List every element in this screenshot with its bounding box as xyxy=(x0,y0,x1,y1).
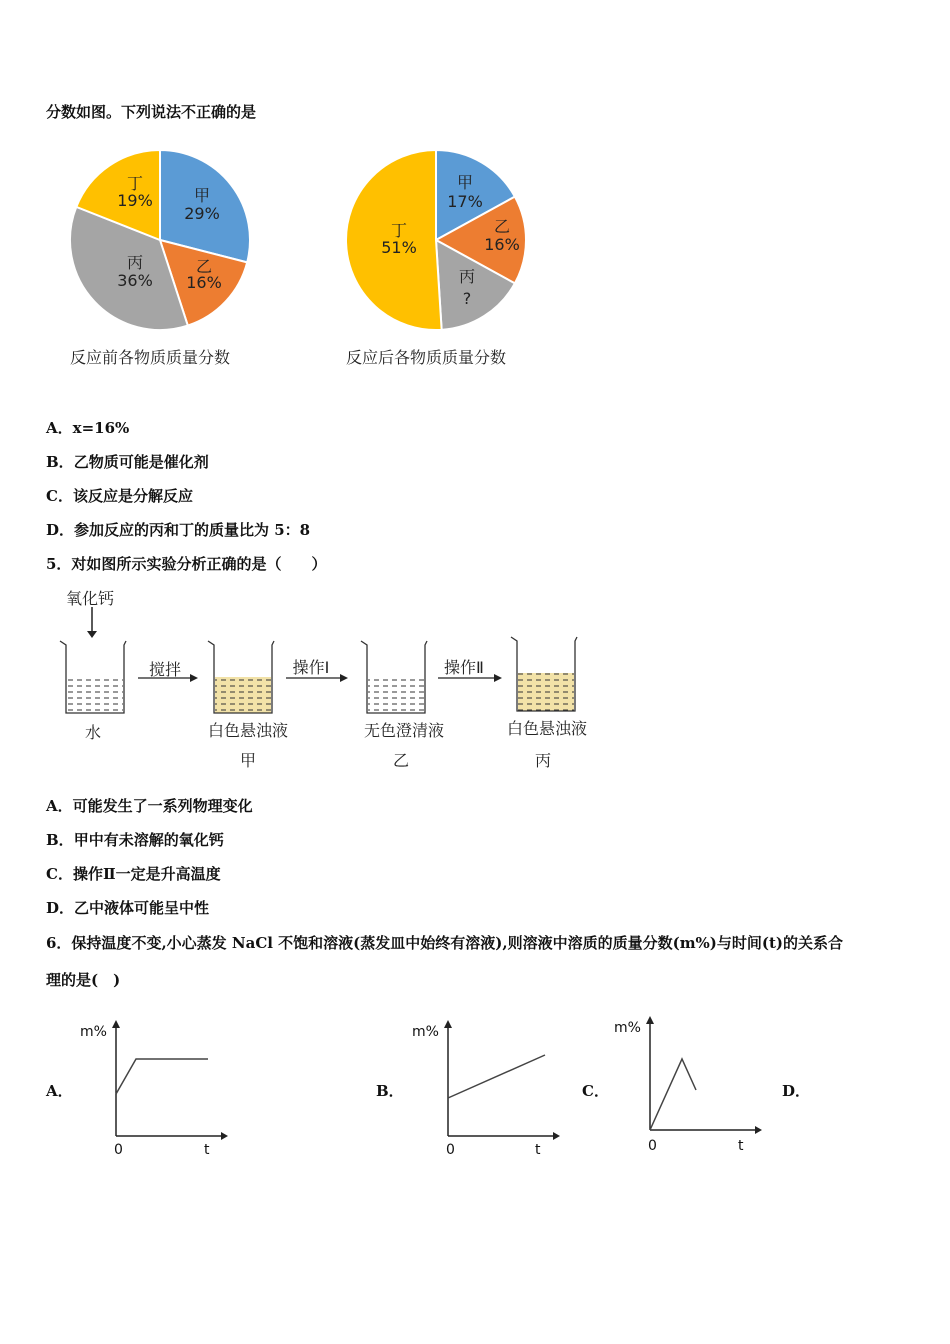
question-4-stem-tail: 分数如图。下列说法不正确的是 xyxy=(46,103,257,121)
beaker-label-jia: 白色悬浊液 xyxy=(207,721,288,740)
beaker-sub-jia: 甲 xyxy=(239,751,256,770)
option-text: 乙物质可能是催化剂 xyxy=(73,453,209,471)
pie1-label-jia-value: 29% xyxy=(184,204,220,223)
pie1-label-yi-value: 16% xyxy=(186,273,222,292)
pie2-label-ding-value: 51% xyxy=(381,238,417,257)
q6-option-c-label[interactable]: C． xyxy=(582,1082,609,1100)
pie1-label-jia-name: 甲 xyxy=(193,186,210,205)
reagent-label: 氧化钙 xyxy=(66,589,115,608)
q6-graph-b-ylabel: m% xyxy=(412,1024,439,1040)
pie2-label-bing-name: 丙 xyxy=(458,267,475,286)
q6-graph-c-ylabel: m% xyxy=(614,1020,641,1036)
beaker-label-yi: 无色澄清液 xyxy=(363,721,444,740)
pie2-caption: 反应后各物质质量分数 xyxy=(346,348,507,367)
q5-option-c[interactable] xyxy=(46,864,221,884)
q4-option-b[interactable] xyxy=(46,452,209,472)
option-letter: D． xyxy=(46,899,75,917)
q6-graph-a-origin: 0 xyxy=(114,1142,123,1158)
step-label-stir: 搅拌 xyxy=(148,660,181,679)
question-6-stem-line1: 6．保持温度不变,小心蒸发 NaCl 不饱和溶液(蒸发皿中始终有溶液),则溶液中溶质的质量分数(m%)与时间(t)的关系合 xyxy=(46,934,844,952)
q6-option-d-label[interactable]: D． xyxy=(782,1082,811,1100)
pie1-label-yi-name: 乙 xyxy=(195,257,212,276)
pie1-caption: 反应前各物质质量分数 xyxy=(70,348,231,367)
option-text: 甲中有未溶解的氧化钙 xyxy=(73,831,224,849)
pie2-label-yi-name: 乙 xyxy=(493,217,510,236)
q5-option-b[interactable] xyxy=(46,830,224,850)
beaker-sub-bing: 丙 xyxy=(534,751,551,770)
option-letter: C． xyxy=(46,487,73,505)
q6-graph-a-ylabel: m% xyxy=(80,1024,107,1040)
step-label-operation-2: 操作Ⅱ xyxy=(444,658,484,677)
pie2-label-bing-value: ? xyxy=(462,289,472,308)
q6-graph-c-xlabel: t xyxy=(738,1138,744,1154)
q5-option-d[interactable] xyxy=(46,898,209,918)
option-text: 乙中液体可能呈中性 xyxy=(74,899,210,917)
q6-graph-b-origin: 0 xyxy=(446,1142,455,1158)
beaker-suspension-jia xyxy=(208,641,274,713)
q4-option-a[interactable] xyxy=(46,418,129,438)
beaker-label-bing: 白色悬浊液 xyxy=(506,719,587,738)
step-label-operation-1: 操作Ⅰ xyxy=(292,658,330,677)
option-letter: B． xyxy=(46,831,74,849)
option-letter: D． xyxy=(46,521,75,539)
q4-option-d[interactable] xyxy=(46,520,310,540)
q6-graph-b-xlabel: t xyxy=(535,1142,541,1158)
option-text: 该反应是分解反应 xyxy=(72,487,193,505)
beaker-clear-yi xyxy=(361,641,427,713)
option-text: 参加反应的丙和丁的质量比为 5：8 xyxy=(74,521,311,539)
pie2-label-jia-value: 17% xyxy=(447,192,483,211)
beaker-label-water: 水 xyxy=(84,723,101,742)
q6-option-b-label[interactable]: B． xyxy=(376,1082,404,1100)
pie1-label-bing-name: 丙 xyxy=(126,253,143,272)
beaker-sub-yi: 乙 xyxy=(392,751,409,770)
option-text: 可能发生了一系列物理变化 xyxy=(72,797,253,815)
option-text: 操作Ⅱ一定是升高温度 xyxy=(72,865,221,883)
pie1-label-ding-name: 丁 xyxy=(126,174,143,193)
option-text: x=16% xyxy=(72,419,130,437)
option-letter: C． xyxy=(46,865,73,883)
beaker-water xyxy=(60,641,126,713)
option-letter: B． xyxy=(46,453,74,471)
option-letter: A． xyxy=(46,419,73,437)
pie-chart-before xyxy=(60,140,260,340)
pie2-label-jia-name: 甲 xyxy=(456,173,473,192)
beaker-suspension-bing xyxy=(511,637,577,711)
pie2-label-ding-name: 丁 xyxy=(390,221,407,240)
question-5-stem: 5．对如图所示实验分析正确的是（ ） xyxy=(46,555,327,573)
reagent-arrow xyxy=(87,607,97,638)
option-letter: A． xyxy=(46,797,73,815)
q6-graph-a-xlabel: t xyxy=(204,1142,210,1158)
pie1-label-ding-value: 19% xyxy=(117,191,153,210)
q6-graph-c-origin: 0 xyxy=(648,1138,657,1154)
pie1-label-bing-value: 36% xyxy=(117,271,153,290)
q5-option-a[interactable] xyxy=(46,796,253,816)
q4-option-c[interactable] xyxy=(46,486,193,506)
question-6-stem-line2: 理的是( ) xyxy=(46,971,121,989)
pie2-label-yi-value: 16% xyxy=(484,235,520,254)
q6-option-a-label[interactable]: A． xyxy=(46,1082,73,1100)
